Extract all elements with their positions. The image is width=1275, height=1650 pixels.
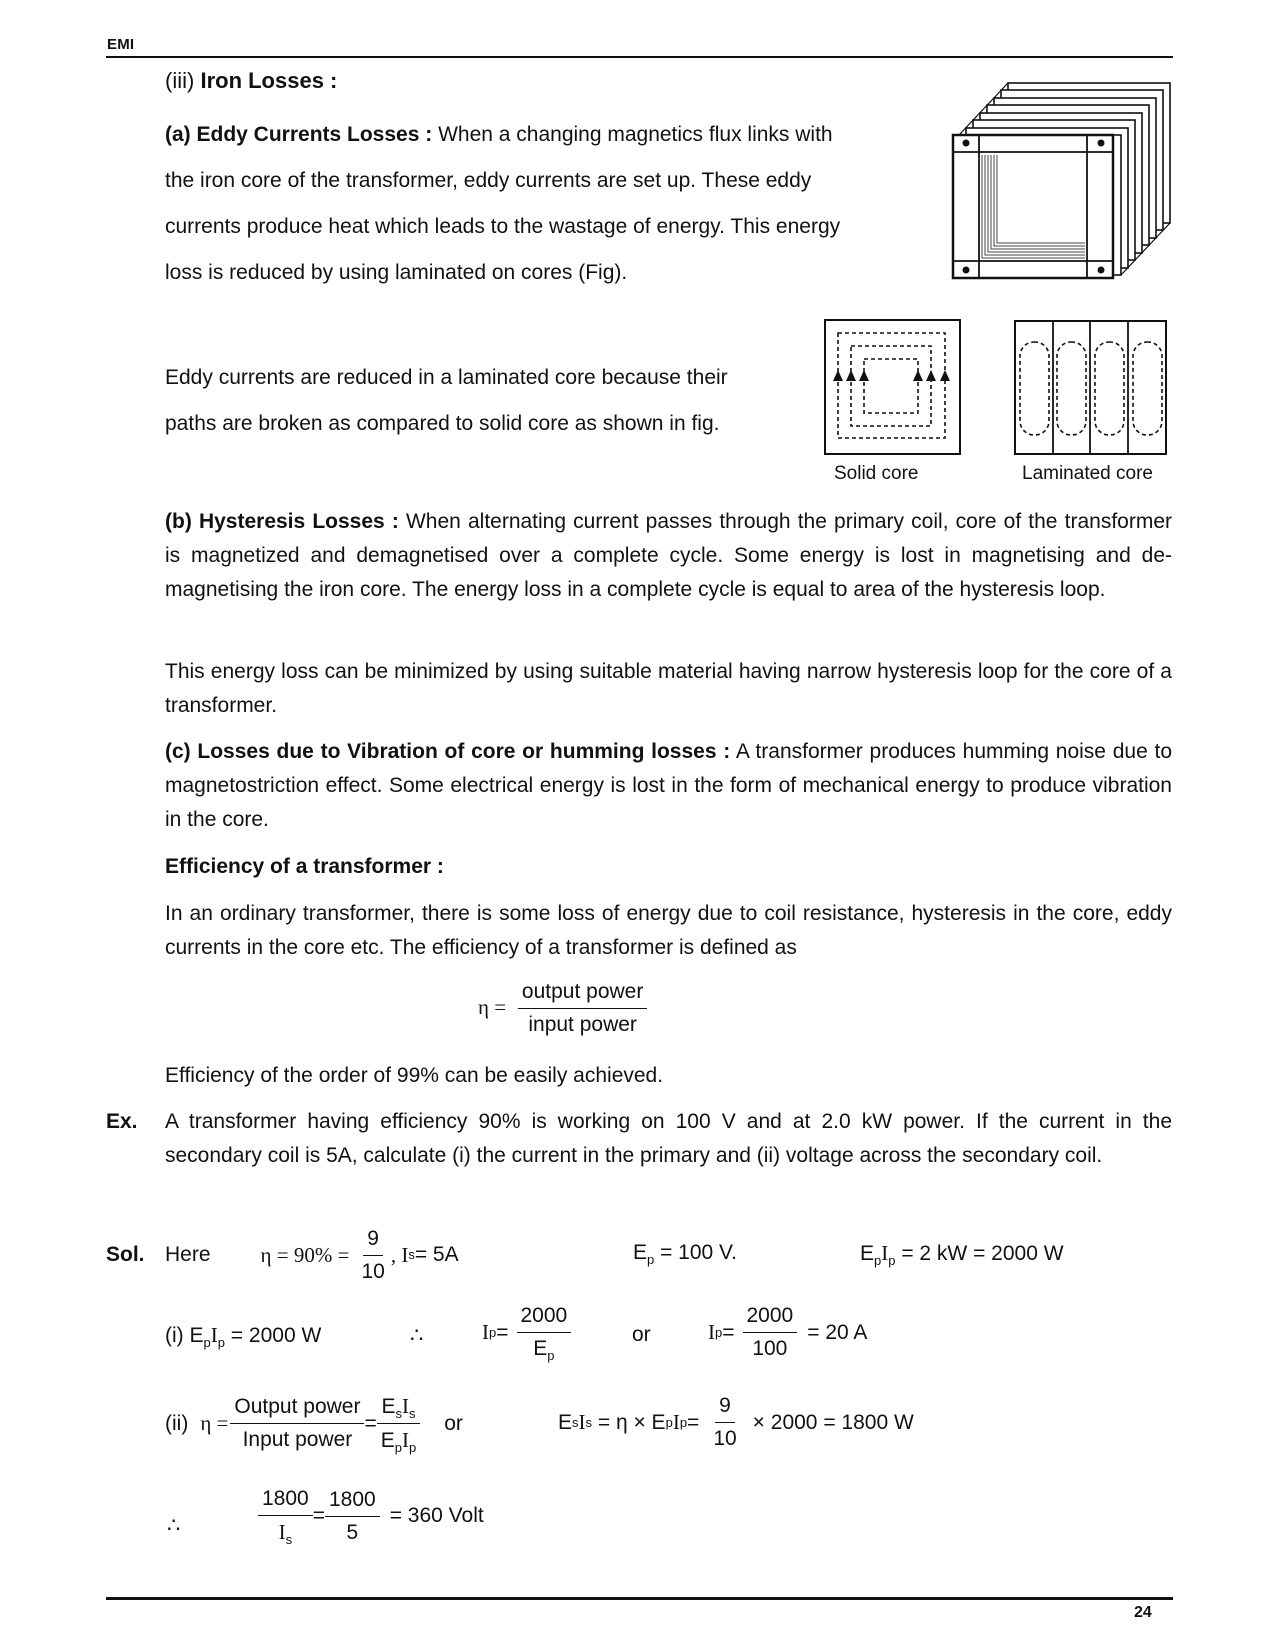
hysteresis-label: (b) Hysteresis Losses : bbox=[165, 510, 399, 533]
subscript: p bbox=[409, 1440, 417, 1455]
i-symbol: I bbox=[210, 1323, 218, 1347]
power-given bbox=[860, 1241, 1064, 1266]
here-text: Here bbox=[165, 1243, 211, 1266]
section-heading bbox=[165, 64, 337, 98]
eddy-reduction-line: Eddy currents are reduced in a laminated core because their bbox=[165, 366, 728, 389]
i-symbol: I bbox=[708, 1320, 715, 1344]
eddy-reduction-paragraph bbox=[165, 355, 805, 447]
frac-num: Output power bbox=[230, 1393, 364, 1424]
solution-line-3-part-ii bbox=[165, 1392, 463, 1455]
frac-den: 5 bbox=[346, 1520, 359, 1544]
or-text: or bbox=[444, 1411, 463, 1435]
e-symbol: E bbox=[380, 1429, 395, 1452]
e-symbol: E bbox=[860, 1242, 875, 1265]
eta-times: = η × E bbox=[592, 1410, 666, 1434]
eddy-line: currents produce heat which leads to the wastage of energy. This energy bbox=[165, 215, 841, 238]
subscript: p bbox=[203, 1335, 211, 1350]
subscript: p bbox=[394, 1440, 402, 1455]
section-prefix: (iii) bbox=[165, 68, 195, 93]
is-value: = 5A bbox=[414, 1243, 459, 1266]
therefore-symbol: ∴ bbox=[410, 1324, 424, 1347]
frac-den: E bbox=[533, 1337, 548, 1360]
running-header-title: EMI bbox=[107, 36, 135, 53]
solution-label: Sol. bbox=[106, 1243, 145, 1266]
i-symbol: I bbox=[482, 1320, 489, 1344]
eta-given: η = 90% = bbox=[260, 1242, 350, 1267]
ep-value: = 100 V. bbox=[654, 1241, 737, 1264]
eddy-reduction-line: paths are broken as compared to solid core as shown in fig. bbox=[165, 412, 720, 435]
eddy-currents-paragraph bbox=[165, 112, 895, 296]
subscript: p bbox=[888, 1253, 896, 1268]
hysteresis-minimize-paragraph: This energy loss can be minimized by using suitable material having narrow hysteresis loop for the core of a transformer. bbox=[165, 660, 1172, 717]
eddy-label: (a) Eddy Currents Losses : bbox=[165, 123, 433, 146]
i-symbol: I bbox=[402, 1428, 409, 1452]
equals: = bbox=[722, 1320, 735, 1344]
efficiency-paragraph: In an ordinary transformer, there is some loss of energy due to coil resistance, hysteresis in the core, eddy currents in the core etc. The efficiency of a transformer is defined as bbox=[165, 902, 1172, 959]
power-value: = 2 kW = 2000 W bbox=[895, 1242, 1064, 1265]
eddy-line: loss is reduced by using laminated on cores (Fig). bbox=[165, 261, 628, 284]
i-symbol: I bbox=[278, 1520, 286, 1544]
output-power-calc: E s I s = η × E p I p = $\frac{9}{10}$ × 2000 = 1800 W bbox=[558, 1392, 914, 1453]
example-text: A transformer having efficiency 90% is working on 100 V and at 2.0 kW power. If the current in the secondary coil is 5A, calculate (i) the current in the primary and (ii) voltage across the secondary coil. bbox=[165, 1110, 1172, 1167]
footer-rule bbox=[106, 1597, 1173, 1600]
vibration-text: A transformer produces humming noise due to magnetostriction effect. Some electrical energy is lost in the form of mechanical energy to produce vibration in the core. bbox=[165, 740, 1173, 831]
vibration-label: (c) Losses due to Vibration of core or humming losses : bbox=[165, 740, 731, 763]
frac-num: 2000 bbox=[743, 1302, 798, 1333]
secondary-voltage-calc bbox=[258, 1485, 484, 1547]
solid-core-caption: Solid core bbox=[834, 463, 919, 484]
subscript: p bbox=[647, 1252, 655, 1267]
part-ii-prefix: (ii) bbox=[165, 1411, 189, 1435]
is-symbol: , I bbox=[390, 1242, 409, 1267]
frac-den: 10 bbox=[713, 1427, 737, 1450]
e-symbol: E bbox=[381, 1395, 396, 1418]
frac-den: 10 bbox=[361, 1259, 385, 1283]
formula-denominator: input power bbox=[528, 1013, 637, 1036]
page-number: 24 bbox=[1134, 1604, 1152, 1621]
ip-formula: I p = $\frac{2000}{E_p}$ bbox=[482, 1302, 571, 1363]
equals: = bbox=[312, 1504, 325, 1527]
eddy-line: When a changing magnetics flux links with bbox=[432, 123, 833, 146]
subscript: p bbox=[874, 1253, 882, 1268]
subscript: p bbox=[547, 1348, 555, 1363]
i-symbol: I bbox=[578, 1410, 586, 1434]
eddy-line: the iron core of the transformer, eddy currents are set up. These eddy bbox=[165, 169, 812, 192]
frac-num: 1800 bbox=[258, 1485, 313, 1516]
result: = 360 Volt bbox=[389, 1504, 484, 1527]
solution-line-2-part-i bbox=[165, 1323, 321, 1348]
efficiency-formula bbox=[478, 978, 647, 1039]
example-label: Ex. bbox=[106, 1110, 138, 1133]
formula-numerator: output power bbox=[518, 978, 647, 1009]
section-title: Iron Losses : bbox=[200, 68, 338, 93]
equals: = bbox=[496, 1320, 509, 1344]
e-symbol: E bbox=[558, 1410, 573, 1434]
hysteresis-text: When alternating current passes through the primary coil, core of the transformer is magnetized and demagnetised over a complete cycle. Some energy is lost in magnetising and de-magnetising the iron core. The energy loss in a complete cycle is equal to area of the hysteresis loop. bbox=[165, 510, 1172, 601]
solid-core-figure bbox=[823, 318, 963, 456]
laminated-core-figure bbox=[1013, 318, 1169, 456]
laminated-core-caption: Laminated core bbox=[1022, 463, 1153, 484]
ep-given bbox=[633, 1241, 737, 1265]
eta-lhs: η = bbox=[478, 995, 507, 1020]
part-i-prefix: (i) E bbox=[165, 1324, 204, 1347]
frac-num: 9 bbox=[715, 1392, 735, 1423]
subscript: p bbox=[217, 1335, 225, 1350]
i-symbol: I bbox=[881, 1241, 889, 1265]
eta-symbol: η = bbox=[200, 1411, 229, 1435]
efficiency-heading: Efficiency of a transformer : bbox=[165, 855, 444, 878]
laminated-core-stack-figure bbox=[945, 78, 1175, 283]
ep-symbol: E bbox=[633, 1241, 648, 1264]
i-symbol: I bbox=[672, 1410, 680, 1434]
result: = 20 A bbox=[807, 1320, 868, 1344]
therefore-symbol: ∴ bbox=[167, 1514, 181, 1537]
solution-line-1: Here η = 90% = $\frac{9}{10}$ , I s = 5A bbox=[165, 1225, 459, 1285]
equals: = bbox=[687, 1410, 700, 1434]
ip-result: I p = $\frac{2000}{100}$ = 20 A bbox=[708, 1302, 867, 1363]
efficiency-note: Efficiency of the order of 99% can be easily achieved. bbox=[165, 1064, 664, 1087]
result: × 2000 = 1800 W bbox=[752, 1410, 914, 1434]
hysteresis-paragraph bbox=[165, 505, 1172, 607]
i-symbol: I bbox=[402, 1394, 409, 1418]
subscript: s bbox=[285, 1532, 293, 1547]
subscript: s bbox=[409, 1406, 416, 1421]
frac-num: 1800 bbox=[325, 1486, 380, 1517]
frac-num: 9 bbox=[363, 1225, 383, 1256]
or-text: or bbox=[632, 1323, 651, 1346]
power-value: = 2000 W bbox=[224, 1324, 322, 1347]
header-rule bbox=[106, 56, 1173, 58]
vibration-paragraph bbox=[165, 735, 1172, 837]
equals: = bbox=[364, 1411, 377, 1435]
frac-den: 100 bbox=[752, 1337, 788, 1360]
subscript: s bbox=[395, 1406, 402, 1421]
frac-den: Input power bbox=[242, 1428, 353, 1451]
frac-num: 2000 bbox=[517, 1302, 572, 1333]
